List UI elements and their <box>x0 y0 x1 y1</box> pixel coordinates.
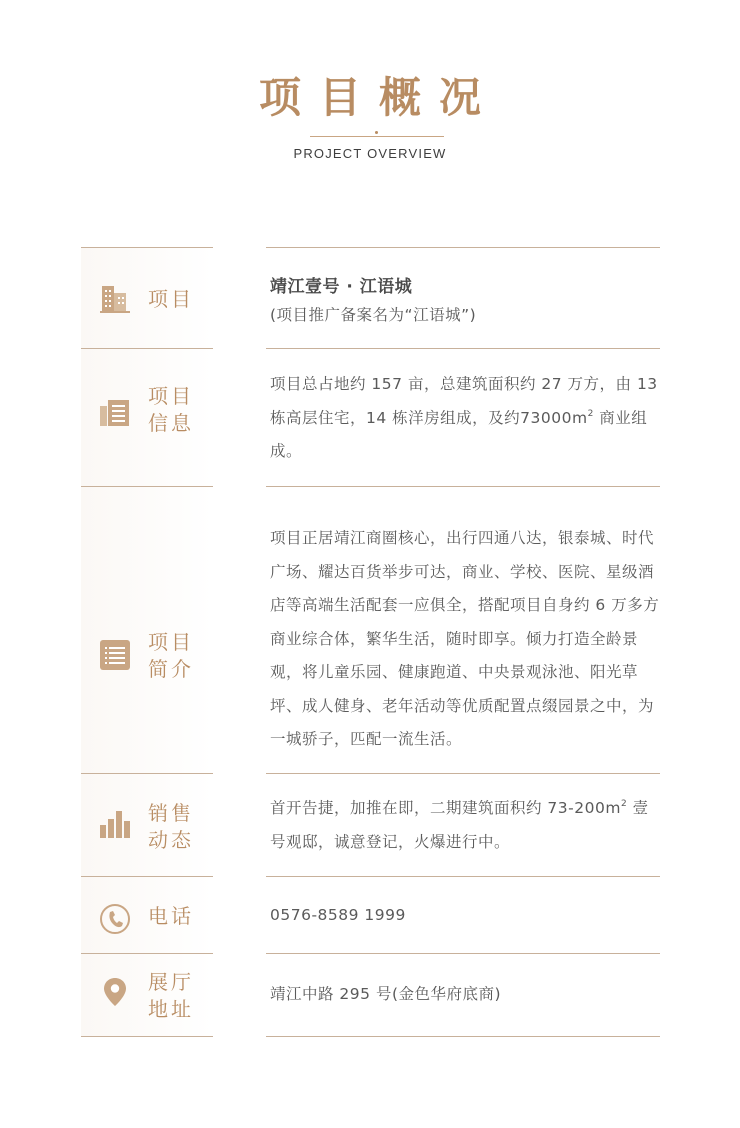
location-pin-icon <box>99 976 131 1008</box>
row-project-intro <box>0 486 740 773</box>
row-label-cell <box>81 773 213 876</box>
row-content-cell <box>266 348 660 486</box>
row-label-cell <box>81 486 213 773</box>
sales-news-text-b: 壹号观邸，诚意登记，火爆进行中。 <box>270 799 649 851</box>
sales-news-text-a: 首开告捷，加推在即，二期建筑面积约 73-200m <box>270 799 621 817</box>
row-content-cell <box>266 876 660 953</box>
row-project <box>0 247 740 348</box>
row-label-line-1: 项目 <box>148 630 194 654</box>
bar-chart-icon <box>99 808 131 840</box>
page-title: 项目概况 <box>258 73 499 122</box>
row-label-line-1: 展厅 <box>148 970 194 994</box>
row-content-cell <box>266 953 660 1037</box>
row-phone <box>0 876 740 953</box>
sales-news-text <box>270 792 664 859</box>
page-header <box>0 0 740 190</box>
row-label-line-2: 信息 <box>148 411 194 435</box>
row-label-cell <box>81 876 213 953</box>
page-subtitle: PROJECT OVERVIEW <box>293 146 447 161</box>
title-divider-dot <box>375 131 378 134</box>
row-label-cell <box>81 348 213 486</box>
row-label-line-2: 动态 <box>148 828 194 852</box>
project-registered-name: (项目推广备案名为“江语城”) <box>270 306 477 324</box>
row-content-cell <box>266 773 660 876</box>
project-intro-text: 项目正居靖江商圈核心，出行四通八达，银泰城、时代广场、耀达百货举步可达，商业、学校、医院、星级酒店等高端生活配套一应俱全，搭配项目自身约 6 万多方商业综合体，繁华生活，随时即享。倾力打造全龄景观，将儿童乐园、健康跑道、中央景观泳池、阳光草坪、成人健身、老年活动等优质配置点缀园景之中，为一城骄子，匹配一流生活。 <box>270 529 660 748</box>
row-label-line-1: 项目 <box>148 384 194 408</box>
project-info-text <box>270 368 664 469</box>
row-label-line-1: 销售 <box>148 801 194 825</box>
phone-icon <box>99 903 131 935</box>
phone-number[interactable]: 0576-8589 1999 <box>270 906 406 924</box>
row-project-info <box>0 348 740 486</box>
superscript-2: 2 <box>620 799 628 809</box>
row-label: 电话 <box>148 904 194 928</box>
row-content-cell <box>266 247 660 348</box>
title-divider <box>310 136 444 137</box>
row-label-cell <box>81 953 213 1037</box>
project-info-text-b: 商业组成。 <box>270 408 648 460</box>
building-icon <box>99 282 131 314</box>
project-name: 靖江壹号 · 江语城 <box>270 277 413 297</box>
row-label-line-2: 地址 <box>148 997 194 1021</box>
row-label-cell <box>81 247 213 348</box>
list-icon <box>99 639 131 671</box>
row-label-line-2: 简介 <box>148 657 194 681</box>
project-name-block <box>270 272 664 328</box>
row-sales-news <box>0 773 740 876</box>
project-info-text-a: 项目总占地约 157 亩，总建筑面积约 27 万方，由 13 栋高层住宅，14 栋洋房组成，及约73000m <box>270 375 658 427</box>
showroom-address: 靖江中路 295 号(金色华府底商) <box>270 985 502 1003</box>
row-content-cell <box>266 486 660 773</box>
row-showroom-address <box>0 953 740 1037</box>
document-icon <box>99 397 131 429</box>
superscript-2: 2 <box>587 408 594 419</box>
row-label: 项目 <box>148 287 194 311</box>
